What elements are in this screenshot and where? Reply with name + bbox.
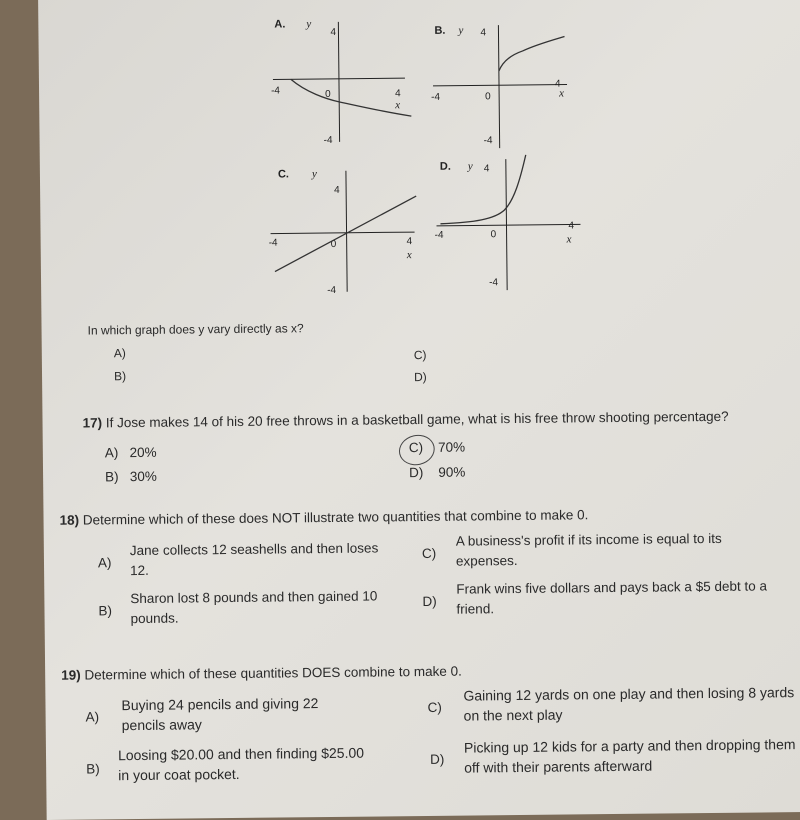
graph-c-y-pos: 4 — [334, 184, 340, 196]
graph-c-x-neg: -4 — [268, 237, 278, 249]
q17-a-letter: A) — [104, 445, 119, 461]
q19-number: 19) — [61, 667, 81, 683]
q19-option-d[interactable]: Picking up 12 kids for a party and then dropping them off with their parents afterward — [463, 736, 796, 776]
q18-option-a[interactable]: Jane collects 12 seashells and then loses 12. — [129, 540, 379, 579]
graph-a-y-neg: -4 — [323, 134, 333, 147]
q18-text: Determine which of these does NOT illustrate two quantities that combine to make 0. — [82, 507, 589, 528]
graph-c-letter: C. — [277, 168, 290, 181]
graph-b-y-neg: -4 — [483, 135, 493, 147]
graph-b-origin: 0 — [485, 91, 491, 103]
graph-d-x-label: x — [566, 233, 572, 246]
q17-question — [82, 409, 728, 431]
graph-a — [270, 16, 411, 152]
q17-text: If Jose makes 14 of his 20 free throws in a basketball game, what is his free throw shooting percentage? — [105, 408, 729, 431]
q19-d-letter[interactable]: D) — [430, 751, 445, 767]
q19-option-b[interactable]: Loosing $20.00 and then finding $25.00 in your coat pocket. — [117, 744, 365, 784]
graph-c-y-label: y — [311, 168, 317, 181]
graph-b-x-pos: 4 — [554, 78, 561, 90]
q18-question — [59, 507, 588, 528]
q17-a-value: 20% — [129, 444, 157, 461]
graph-b-svg — [430, 22, 571, 153]
graph-d-svg — [434, 154, 585, 296]
worksheet-page — [38, 0, 800, 820]
graph-d-origin: 0 — [490, 229, 497, 241]
q16-option-b[interactable]: B) — [113, 369, 127, 384]
graph-a-y-label: y — [306, 18, 312, 31]
q17-option-b[interactable] — [105, 469, 157, 485]
graph-c-y-neg: -4 — [327, 284, 337, 296]
q18-d-letter[interactable]: D) — [422, 593, 437, 610]
q17-c-letter: C) — [408, 439, 424, 456]
q19-option-c[interactable]: Gaining 12 yards on one play and then losing 8 yards on the next play — [463, 684, 795, 724]
graph-d-x-pos: 4 — [568, 220, 575, 232]
q17-d-letter: D) — [408, 464, 424, 481]
graph-c — [268, 166, 419, 303]
graph-d-y-label: y — [467, 160, 473, 173]
q17-option-d[interactable] — [409, 465, 465, 481]
graph-d-y-neg: -4 — [489, 277, 499, 289]
q19-text: Determine which of these quantities DOES combine to make 0. — [84, 663, 462, 683]
q18-a-letter[interactable]: A) — [97, 555, 112, 571]
graph-b-y-label: y — [458, 24, 464, 37]
graph-a-origin: 0 — [325, 88, 331, 100]
graph-d-y-pos: 4 — [483, 163, 490, 175]
graph-b-x-neg: -4 — [431, 91, 441, 103]
graph-b-y-pos: 4 — [480, 27, 487, 39]
q18-b-letter[interactable]: B) — [98, 603, 113, 619]
q18-c-letter[interactable]: C) — [421, 545, 437, 562]
graph-a-letter: A. — [274, 18, 286, 31]
q18-option-d[interactable]: Frank wins five dollars and pays back a $5 debt to a friend. — [456, 578, 768, 617]
graph-a-x-pos: 4 — [395, 88, 401, 100]
graph-d-x-neg: -4 — [434, 229, 444, 241]
graph-b — [430, 22, 571, 158]
q18-option-b[interactable]: Sharon lost 8 pounds and then gained 10 pounds. — [130, 588, 378, 627]
graph-b-letter: B. — [434, 24, 446, 37]
q16-text: In which graph does y vary directly as x? — [87, 321, 304, 338]
graph-d-letter: D. — [439, 160, 451, 173]
graph-c-svg — [268, 166, 419, 298]
q16-option-c[interactable]: C) — [413, 347, 427, 363]
q19-b-letter[interactable]: B) — [86, 761, 100, 777]
graph-c-origin: 0 — [330, 238, 337, 250]
graph-a-y-pos: 4 — [330, 26, 337, 38]
graph-b-curve — [499, 36, 565, 71]
q16-option-a[interactable]: A) — [113, 346, 126, 361]
q17-option-a[interactable] — [105, 445, 157, 461]
q19-c-letter[interactable]: C) — [427, 699, 442, 715]
graph-a-curve — [291, 78, 411, 117]
q17-d-value: 90% — [438, 464, 466, 480]
q17-b-letter: B) — [105, 469, 119, 485]
q17-c-value: 70% — [437, 439, 466, 455]
q19-a-letter[interactable]: A) — [85, 709, 100, 725]
q16-option-d[interactable]: D) — [414, 369, 427, 385]
q17-b-value: 30% — [129, 468, 157, 485]
graph-c-x-label: x — [406, 249, 412, 262]
q19-option-a[interactable]: Buying 24 pencils and giving 22 pencils away — [121, 695, 319, 734]
graph-a-svg — [270, 16, 411, 147]
graph-c-x-pos: 4 — [406, 236, 413, 248]
q19-question — [61, 664, 462, 683]
q17-number: 17) — [82, 415, 103, 431]
graph-a-x-label: x — [395, 99, 401, 112]
graph-d — [434, 154, 586, 301]
graph-b-x-label: x — [559, 87, 565, 100]
q18-number: 18) — [59, 512, 80, 528]
graph-a-x-neg: -4 — [271, 85, 281, 97]
q17-option-c[interactable] — [409, 440, 465, 456]
q18-option-c[interactable]: A business's profit if its income is equal to its expenses. — [455, 530, 722, 569]
